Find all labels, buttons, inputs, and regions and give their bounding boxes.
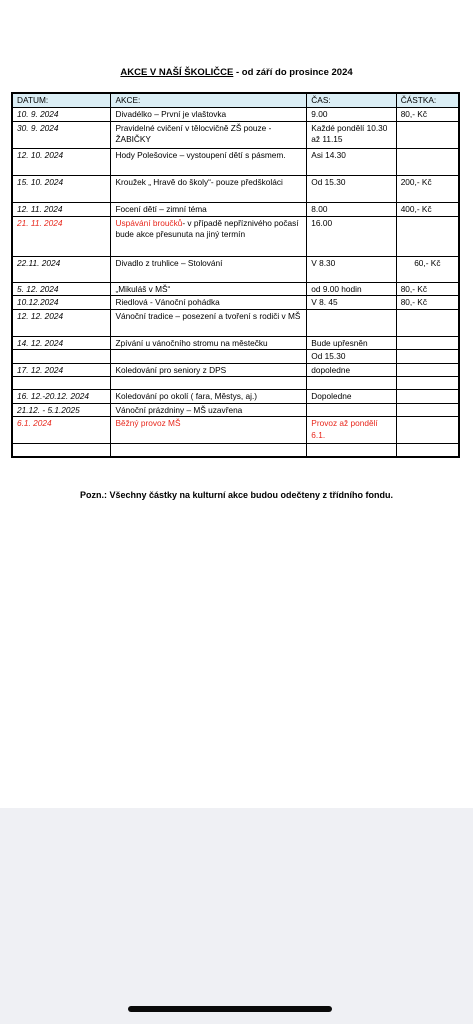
row-time: Provoz až pondělí 6.1. <box>307 417 396 444</box>
table-row <box>12 108 459 122</box>
header-event: AKCE: <box>111 93 307 108</box>
row-date: 6.1. 2024 <box>12 417 111 444</box>
row-date: 22.11. 2024 <box>12 256 111 282</box>
row-price <box>396 390 459 404</box>
row-date <box>12 350 111 364</box>
row-price <box>396 121 459 148</box>
event-highlight: Uspávání broučků <box>115 217 183 228</box>
spacer-cell <box>307 377 396 390</box>
row-time: 8.00 <box>307 202 396 216</box>
row-time: dopoledne <box>307 363 396 377</box>
row-event: Běžný provoz MŠ <box>111 417 307 444</box>
row-price <box>396 216 459 256</box>
row-event <box>111 216 307 256</box>
table-row <box>12 336 459 350</box>
table-row <box>12 363 459 377</box>
row-date: 15. 10. 2024 <box>12 175 111 202</box>
table-row <box>12 444 459 457</box>
row-event: Focení dětí – zimní téma <box>111 202 307 216</box>
row-price <box>396 363 459 377</box>
table-row <box>12 121 459 148</box>
row-time: Od 15.30 <box>307 350 396 364</box>
table-header-row <box>12 93 459 108</box>
row-price <box>396 148 459 175</box>
row-date: 14. 12. 2024 <box>12 336 111 350</box>
row-event: Zpívání u vánočního stromu na městečku <box>111 336 307 350</box>
row-price: 400,- Kč <box>396 202 459 216</box>
spacer-cell <box>12 377 111 390</box>
row-date: 10. 9. 2024 <box>12 108 111 122</box>
table-row <box>12 282 459 296</box>
row-time: Dopoledne <box>307 390 396 404</box>
row-price <box>396 336 459 350</box>
row-event: Kroužek „ Hravě do školy“- pouze předškoláci <box>111 175 307 202</box>
row-event: Pravidelné cvičení v tělocvičně ZŠ pouze - ŽABIČKY <box>111 121 307 148</box>
table-row <box>12 377 459 390</box>
row-price <box>396 309 459 336</box>
row-price: 80,- Kč <box>396 108 459 122</box>
table-row <box>12 175 459 202</box>
row-time: V 8. 45 <box>307 296 396 310</box>
row-event: Divadlo z truhlice – Stolování <box>111 256 307 282</box>
spacer-cell <box>396 444 459 457</box>
row-date: 12. 10. 2024 <box>12 148 111 175</box>
row-event: Koledování pro seniory z DPS <box>111 363 307 377</box>
table-row <box>12 350 459 364</box>
row-event: Divadélko – První je vlaštovka <box>111 108 307 122</box>
row-date: 30. 9. 2024 <box>12 121 111 148</box>
row-price: 200,- Kč <box>396 175 459 202</box>
row-date: 21. 11. 2024 <box>12 216 111 256</box>
row-date: 10.12.2024 <box>12 296 111 310</box>
row-price <box>396 417 459 444</box>
table-row <box>12 403 459 417</box>
row-time: 16.00 <box>307 216 396 256</box>
row-time: 9.00 <box>307 108 396 122</box>
viewer-background <box>0 808 473 1024</box>
row-date: 12. 12. 2024 <box>12 309 111 336</box>
table-row <box>12 417 459 444</box>
table-row <box>12 148 459 175</box>
row-time: Každé pondělí 10.30 až 11.15 <box>307 121 396 148</box>
row-event: Riedlová - Vánoční pohádka <box>111 296 307 310</box>
row-time: V 8.30 <box>307 256 396 282</box>
table-row <box>12 216 459 256</box>
row-event <box>111 350 307 364</box>
row-price <box>396 350 459 364</box>
row-time <box>307 309 396 336</box>
home-indicator[interactable] <box>128 1006 332 1012</box>
row-time <box>307 403 396 417</box>
footnote: Pozn.: Všechny částky na kulturní akce budou odečteny z třídního fondu. <box>79 490 394 500</box>
spacer-cell <box>12 444 111 457</box>
table-row <box>12 202 459 216</box>
row-price <box>396 403 459 417</box>
row-time: Asi 14.30 <box>307 148 396 175</box>
title-main: AKCE V NAŠÍ ŠKOLIČCE <box>120 67 234 78</box>
header-price: ČÁSTKA: <box>396 93 459 108</box>
document-title <box>0 67 473 78</box>
row-date: 16. 12.-20.12. 2024 <box>12 390 111 404</box>
event-detail: - v případě nepříznivého počasí bude akce přesunuta na jiný termín <box>115 217 299 239</box>
row-date: 17. 12. 2024 <box>12 363 111 377</box>
header-time: ČAS: <box>307 93 396 108</box>
row-time: od 9.00 hodin <box>307 282 396 296</box>
row-event: Vánoční tradice – posezení a tvoření s rodiči v MŠ <box>111 309 307 336</box>
row-event: Koledování po okolí ( fara, Městys, aj.) <box>111 390 307 404</box>
spacer-cell <box>307 444 396 457</box>
row-date: 12. 11. 2024 <box>12 202 111 216</box>
title-date-range: - od září do prosince 2024 <box>233 67 353 78</box>
row-time: Od 15.30 <box>307 175 396 202</box>
row-date: 5. 12. 2024 <box>12 282 111 296</box>
header-date: DATUM: <box>12 93 111 108</box>
spacer-cell <box>111 444 307 457</box>
spacer-cell <box>111 377 307 390</box>
row-price: 60,- Kč <box>396 256 459 282</box>
events-table <box>11 92 460 458</box>
row-event: „Mikuláš v MŠ“ <box>111 282 307 296</box>
row-time: Bude upřesněn <box>307 336 396 350</box>
spacer-cell <box>396 377 459 390</box>
row-price: 80,- Kč <box>396 282 459 296</box>
row-price: 80,- Kč <box>396 296 459 310</box>
table-row <box>12 309 459 336</box>
row-event: Vánoční prázdniny – MŠ uzavřena <box>111 403 307 417</box>
row-date: 21.12. - 5.1.2025 <box>12 403 111 417</box>
table-row <box>12 256 459 282</box>
table-row <box>12 296 459 310</box>
row-event: Hody Polešovice – vystoupení dětí s pásmem. <box>111 148 307 175</box>
table-row <box>12 390 459 404</box>
